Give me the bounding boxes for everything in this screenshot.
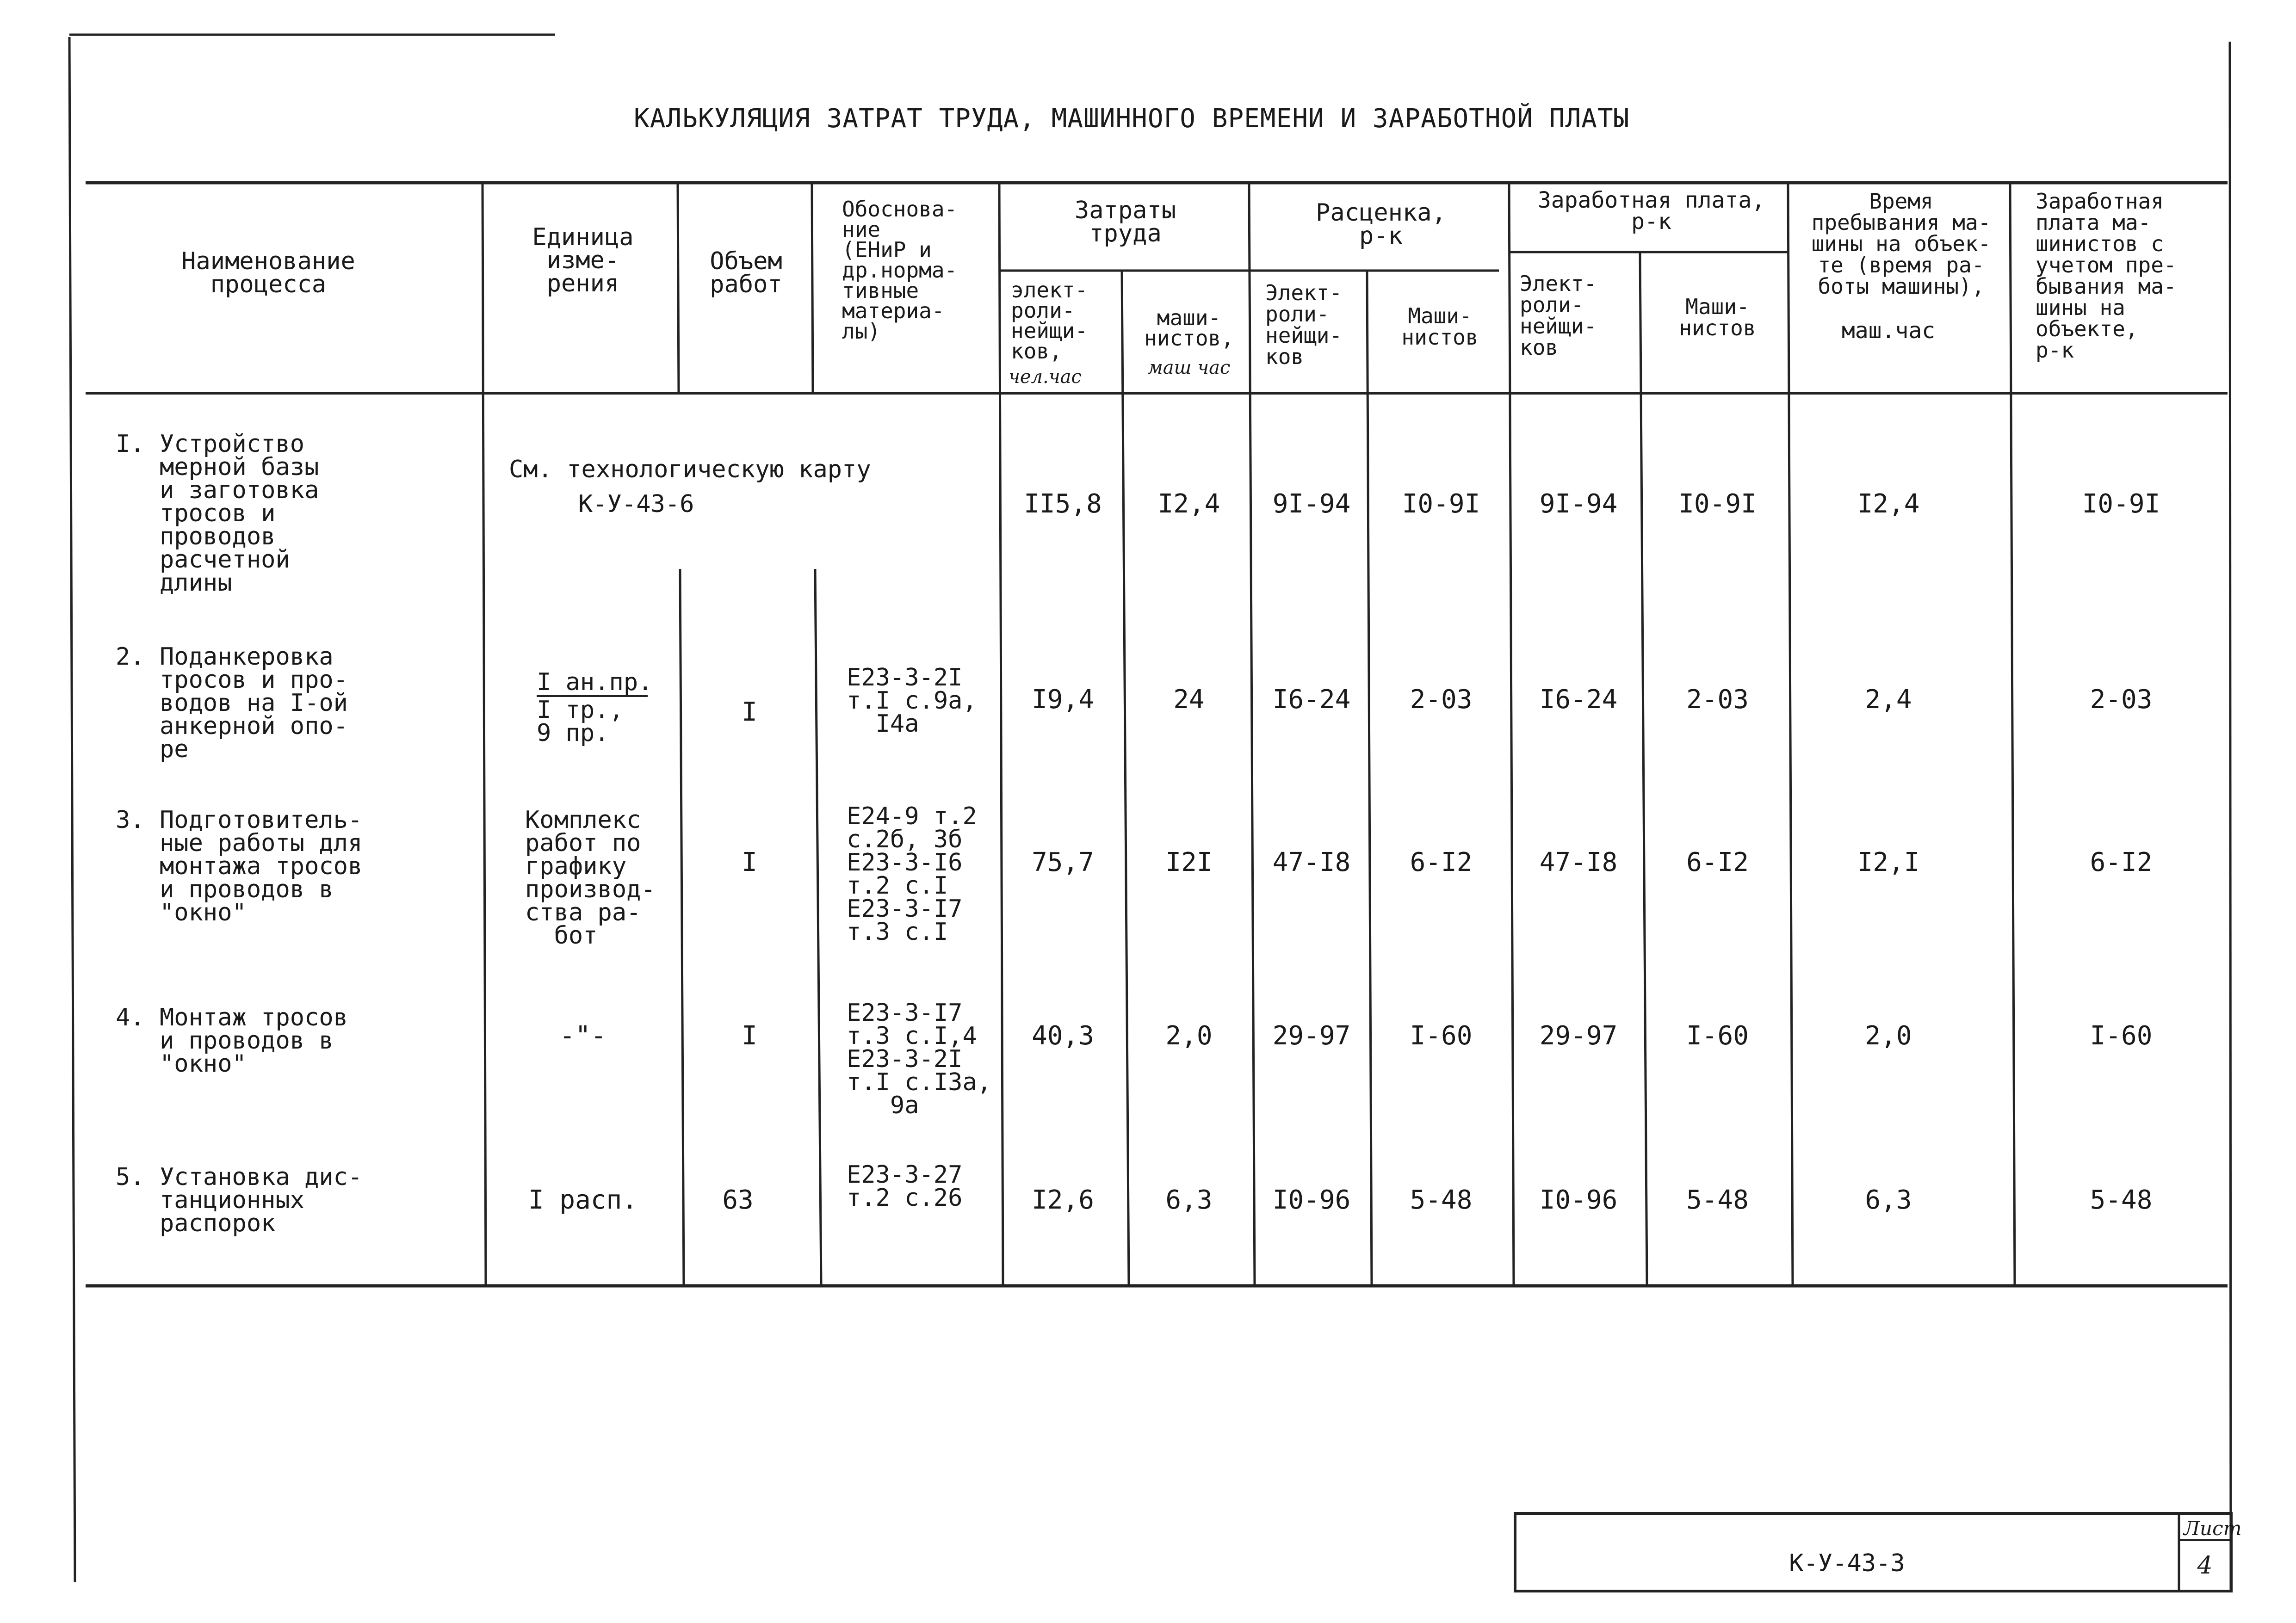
header-wage-total: Заработная плата ма- шинистов с учетом пре- бывания ма- шины на объекте, р-к — [2036, 189, 2177, 363]
row-4-volume: I — [742, 1021, 757, 1051]
col-sep-2a — [678, 184, 679, 393]
frame-left-line — [69, 37, 75, 1582]
row-2-wage-mach: 2-03 — [1686, 685, 1749, 715]
row-1-labor-elec: II5,8 — [1024, 489, 1102, 519]
header-basis: Обоснова- ние (ЕНиР и др.норма- тивные материа- лы) — [842, 197, 958, 344]
row-5-wage-total: 5-48 — [2090, 1185, 2153, 1215]
header-labor-mach: маши- нистов, — [1144, 305, 1234, 351]
row-1-ref: К-У-43-6 — [578, 490, 694, 518]
row-1-name: Устройство мерной базы и заготовка тросов и проводов расчетной длины — [160, 430, 319, 597]
header-labor-elec-unit: чел.час — [1009, 366, 1082, 388]
row-5-unit: I расп. — [528, 1185, 637, 1215]
row-4-number: 4. — [116, 1004, 145, 1031]
row-4-wage-total: I-60 — [2090, 1021, 2153, 1051]
header-wage: Заработная плата, р-к — [1537, 187, 1765, 235]
row-3-labor-elec: 75,7 — [1032, 847, 1094, 877]
row-1-number: I. — [116, 430, 145, 458]
row-2-basis: Е23-3-2I т.I с.9а, I4а — [847, 664, 977, 738]
row-3-wage-mach: 6-I2 — [1686, 847, 1749, 877]
row-2-name: Поданкеровка тросов и про- водов на I-ой анкерной опо- ре — [160, 643, 348, 763]
row-2-volume: I — [742, 697, 757, 727]
row-4-rate-mach: I-60 — [1410, 1021, 1473, 1051]
row-5-rate-mach: 5-48 — [1410, 1185, 1473, 1215]
row-2-rate-elec: I6-24 — [1272, 685, 1351, 715]
header-labor: Затраты труда — [1074, 197, 1176, 247]
col-sep-5 — [1122, 271, 1129, 1286]
row-3-basis: Е24-9 т.2 с.2б, 3б Е23-3-I6 т.2 с.I Е23-3-I7 т.3 с.I — [847, 802, 977, 946]
row-3-name: Подготовитель- ные работы для монтажа тросов и проводов в "окно" — [160, 806, 363, 926]
row-2-wage-elec: I6-24 — [1539, 685, 1618, 715]
row-3-wage-total: 6-I2 — [2090, 847, 2153, 877]
row-2-wage-total: 2-03 — [2090, 685, 2153, 715]
row-3-volume: I — [742, 847, 757, 877]
row-1-rate-elec: 9I-94 — [1272, 489, 1351, 519]
row-3-machine-time: I2,I — [1857, 847, 1920, 877]
row-2-unit-numerator: I ан.пр. — [537, 668, 653, 696]
row-4-basis: Е23-3-I7 т.3 с.I,4 Е23-3-2I т.I с.I3а, 9а — [847, 999, 992, 1119]
row-1-wage-total: I0-9I — [2082, 489, 2160, 519]
row-3-number: 3. — [116, 806, 145, 834]
col-sep-8 — [1509, 184, 1514, 1286]
row-3-wage-elec: 47-I8 — [1539, 847, 1618, 877]
row-3-unit: Комплекс работ по графику производ- ства ра- бот — [525, 806, 656, 950]
row-3-rate-mach: 6-I2 — [1410, 847, 1473, 877]
row-1-labor-mach: I2,4 — [1157, 489, 1220, 519]
row-4-labor-mach: 2,0 — [1165, 1021, 1213, 1051]
header-machine-time: Время пребывания ма- шины на объек- те (время ра- боты машины), — [1811, 189, 1991, 299]
row-1-wage-mach: I0-9I — [1678, 489, 1757, 519]
row-2-number: 2. — [116, 643, 145, 671]
header-wage-mach: Маши- нистов — [1679, 294, 1756, 340]
row-4-labor-elec: 40,3 — [1032, 1021, 1094, 1051]
row-3-rate-elec: 47-I8 — [1272, 847, 1351, 877]
row-5-basis: Е23-3-27 т.2 с.26 — [847, 1161, 963, 1212]
row-5-wage-mach: 5-48 — [1686, 1185, 1749, 1215]
row-5-wage-elec: I0-96 — [1539, 1185, 1618, 1215]
col-sep-2b — [680, 569, 684, 1286]
row-4-name: Монтаж тросов и проводов в "окно" — [160, 1004, 348, 1078]
row-5-labor-mach: 6,3 — [1165, 1185, 1213, 1215]
header-volume: Объем работ — [710, 247, 782, 298]
header-labor-elec: элект- роли- нейщи- ков, — [1011, 278, 1088, 364]
col-sep-3a — [812, 184, 813, 393]
col-sep-1 — [483, 184, 486, 1286]
row-1-machine-time: I2,4 — [1857, 489, 1920, 519]
col-sep-10 — [1788, 184, 1793, 1286]
row-1-note: См. технологическую карту — [509, 456, 871, 483]
row-4-rate-elec: 29-97 — [1272, 1021, 1351, 1051]
col-sep-6 — [1249, 184, 1255, 1286]
row-2-rate-mach: 2-03 — [1410, 685, 1473, 715]
row-4-unit: -"- — [559, 1021, 606, 1051]
header-unit: Единица изме- рения — [532, 223, 634, 297]
row-2-unit-denominator: I тр., 9 пр. — [537, 696, 624, 747]
document-title: КАЛЬКУЛЯЦИЯ ЗАТРАТ ТРУДА, МАШИННОГО ВРЕМЕНИ И ЗАРАБОТНОЙ ПЛАТЫ — [634, 104, 1630, 134]
col-sep-7 — [1367, 271, 1372, 1286]
row-4-wage-elec: 29-97 — [1539, 1021, 1618, 1051]
header-process-name: Наименование процесса — [181, 247, 355, 298]
row-5-name: Установка дис- танционных распорок — [160, 1163, 363, 1237]
row-2-labor-mach: 24 — [1173, 685, 1205, 715]
row-5-rate-elec: I0-96 — [1272, 1185, 1351, 1215]
row-4-wage-mach: I-60 — [1686, 1021, 1749, 1051]
col-sep-11 — [2010, 184, 2015, 1286]
row-5-volume: 63 — [722, 1185, 754, 1215]
row-3-labor-mach: I2I — [1165, 847, 1213, 877]
header-rate-elec: Элект- роли- нейщи- ков — [1265, 280, 1343, 369]
header-wage-elec: Элект- роли- нейщи- ков — [1520, 271, 1597, 360]
col-sep-4 — [999, 184, 1003, 1286]
row-5-machine-time: 6,3 — [1865, 1185, 1912, 1215]
header-rate-mach: Маши- нистов — [1401, 303, 1479, 350]
frame-right-line — [2230, 42, 2231, 1591]
col-sep-9 — [1640, 252, 1647, 1286]
row-5-labor-elec: I2,6 — [1032, 1185, 1094, 1215]
row-2-machine-time: 2,4 — [1865, 685, 1912, 715]
row-2-labor-elec: I9,4 — [1032, 685, 1094, 715]
row-5-number: 5. — [116, 1163, 145, 1191]
stamp-sheet-number: 4 — [2197, 1552, 2213, 1580]
col-sep-3b — [815, 569, 821, 1286]
stamp-sheet-label: Лист — [2184, 1517, 2242, 1540]
row-1-rate-mach: I0-9I — [1402, 489, 1480, 519]
header-labor-mach-unit: маш час — [1147, 357, 1231, 378]
stamp-document-code: К-У-43-3 — [1789, 1549, 1905, 1577]
row-4-machine-time: 2,0 — [1865, 1021, 1912, 1051]
header-machine-time-unit: маш.час — [1841, 318, 1936, 344]
header-rate: Расценка, р-к — [1316, 199, 1446, 250]
row-1-wage-elec: 9I-94 — [1539, 489, 1618, 519]
